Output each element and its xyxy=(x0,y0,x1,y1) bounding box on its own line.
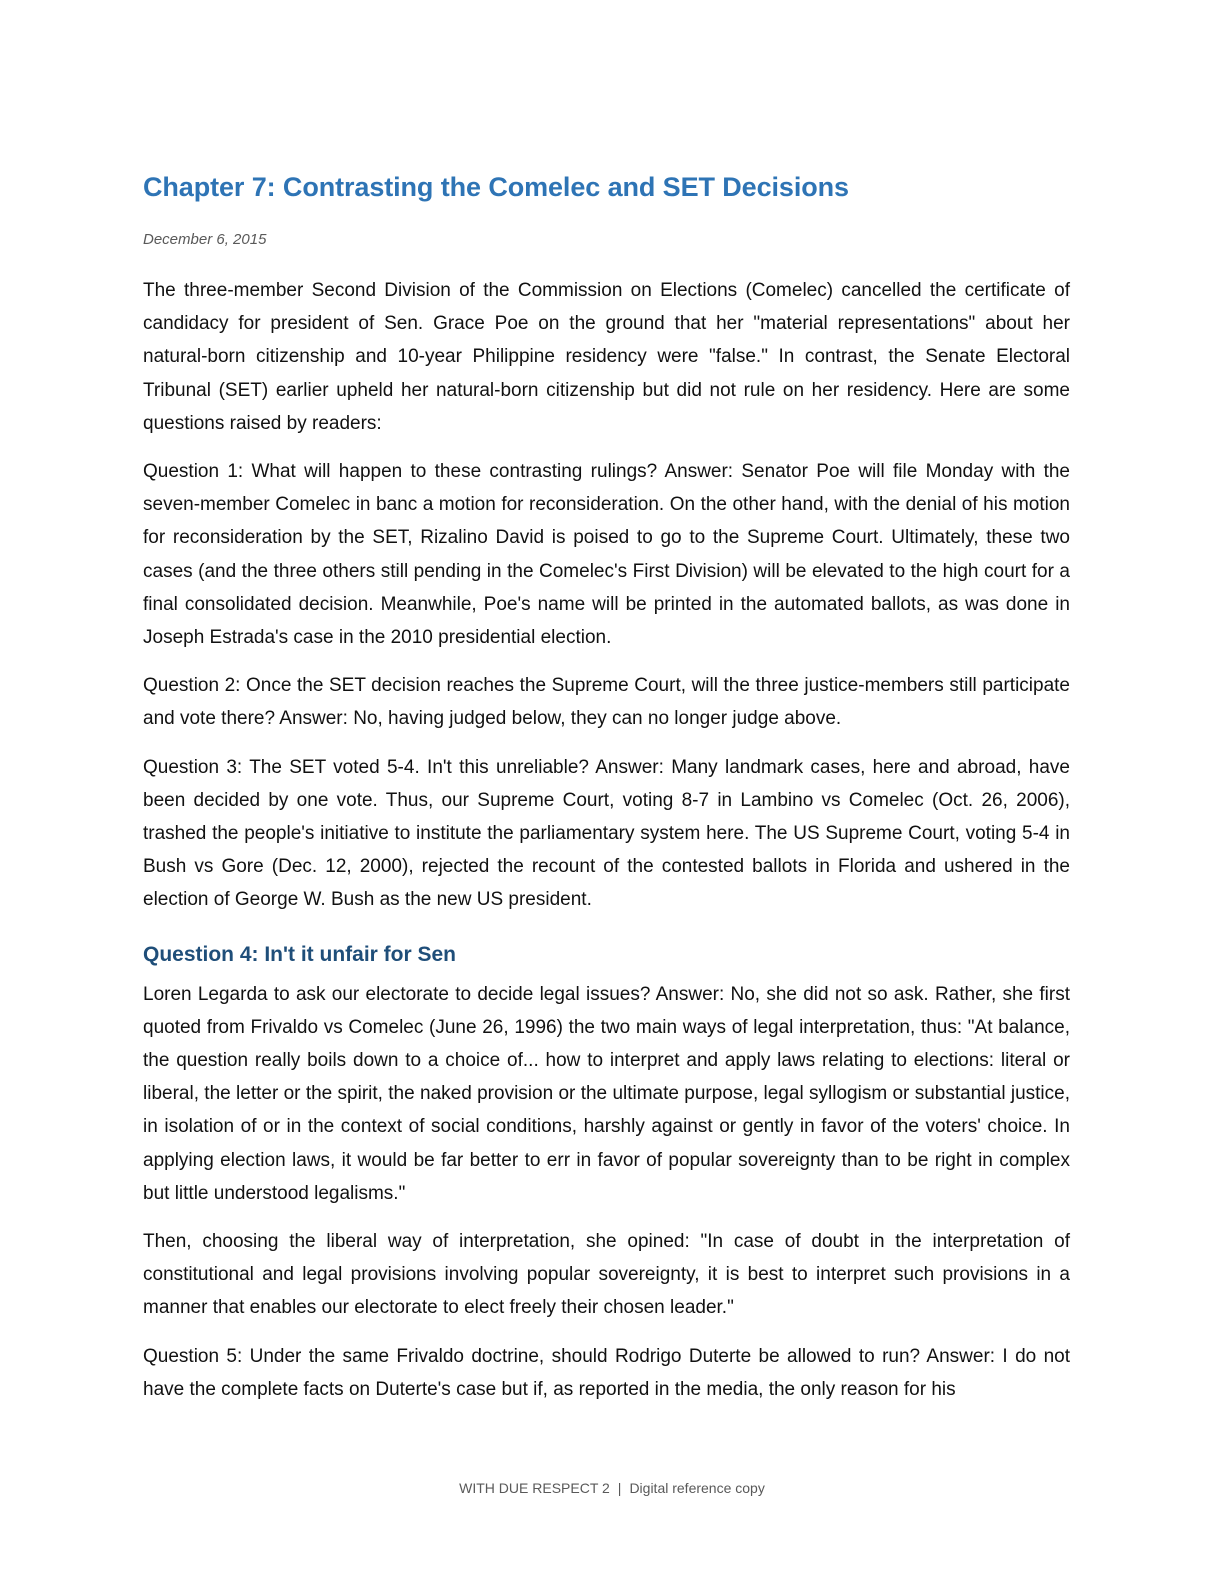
page-footer xyxy=(0,1480,1224,1496)
footer-book-title: WITH DUE RESPECT 2 xyxy=(459,1480,610,1496)
paragraph-question-1: Question 1: What will happen to these contrasting rulings? Answer: Senator Poe will file Monday with the seven-member Comelec in banc a motion for reconsideration. On the other hand, with the denial of his motion for reconsideration by the SET, Rizalino David is poised to go to the Supreme Court. Ultimately, these two cases (and the three others still pending in the Comelec's First Division) will be elevated to the high court for a final consolidated decision. Meanwhile, Poe's name will be printed in the automated ballots, as was done in Joseph Estrada's case in the 2010 presidential election. xyxy=(143,461,1070,649)
publication-date: December 6, 2015 xyxy=(143,231,267,248)
footer-separator: | xyxy=(617,1480,622,1496)
paragraph-liberal-interpretation: Then, choosing the liberal way of interpretation, she opined: "In case of doubt in the interpretation of constitutional and legal provisions involving popular sovereignty, it is best to interpret such provisions in a manner that enables our electorate to elect freely their chosen leader." xyxy=(143,1231,1070,1319)
chapter-title: Chapter 7: Contrasting the Comelec and SET Decisions xyxy=(143,172,849,202)
paragraph-question-5: Question 5: Under the same Frivaldo doctrine, should Rodrigo Duterte be allowed to run? Answer: I do not have the complete facts on Duterte's case but if, as reported in the media, the only reason for his xyxy=(143,1345,1070,1400)
paragraph-question-2: Question 2: Once the SET decision reaches the Supreme Court, will the three justice-members still participate and vote there? Answer: No, having judged below, they can no longer judge above. xyxy=(143,675,1070,730)
paragraph-question-3: Question 3: The SET voted 5-4. In't this unreliable? Answer: Many landmark cases, here and abroad, have been decided by one vote. Thus, our Supreme Court, voting 8-7 in Lambino vs Comelec (Oct. 26, 2006), trashed the people's initiative to institute the parliamentary system here. The US Supreme Court, voting 5-4 in Bush vs Gore (Dec. 12, 2000), rejected the recount of the contested ballots in Florida and ushered in the election of George W. Bush as the new US president. xyxy=(143,756,1070,911)
article-body xyxy=(143,274,1070,1421)
paragraph-intro: The three-member Second Division of the Commission on Elections (Comelec) cancelled the certificate of candidacy for president of Sen. Grace Poe on the ground that her "material representations" about her natural-born citizenship and 10-year Philippine residency were "false." In contrast, the Senate Electoral Tribunal (SET) earlier upheld her natural-born citizenship but did not rule on her residency. Here are some questions raised by readers: xyxy=(143,280,1070,434)
footer-note: Digital reference copy xyxy=(629,1480,765,1496)
paragraph-question-4: Loren Legarda to ask our electorate to decide legal issues? Answer: No, she did not so ask. Rather, she first quoted from Frivaldo vs Comelec (June 26, 1996) the two main ways of legal interpretation, thus: "At balance, the question really boils down to a choice of... how to interpret and apply laws relating to elections: literal or liberal, the letter or the spirit, the naked provision or the ultimate purpose, legal syllogism or substantial justice, in isolation of or in the context of social conditions, harshly against or gently in favor of the voters' choice. In applying election laws, it would be far better to err in favor of popular sovereignty than to be right in complex but little understood legalisms." xyxy=(143,983,1070,1204)
document-page xyxy=(143,0,1070,1584)
heading-question-4: Question 4: In't it unfair for Sen xyxy=(143,942,457,966)
